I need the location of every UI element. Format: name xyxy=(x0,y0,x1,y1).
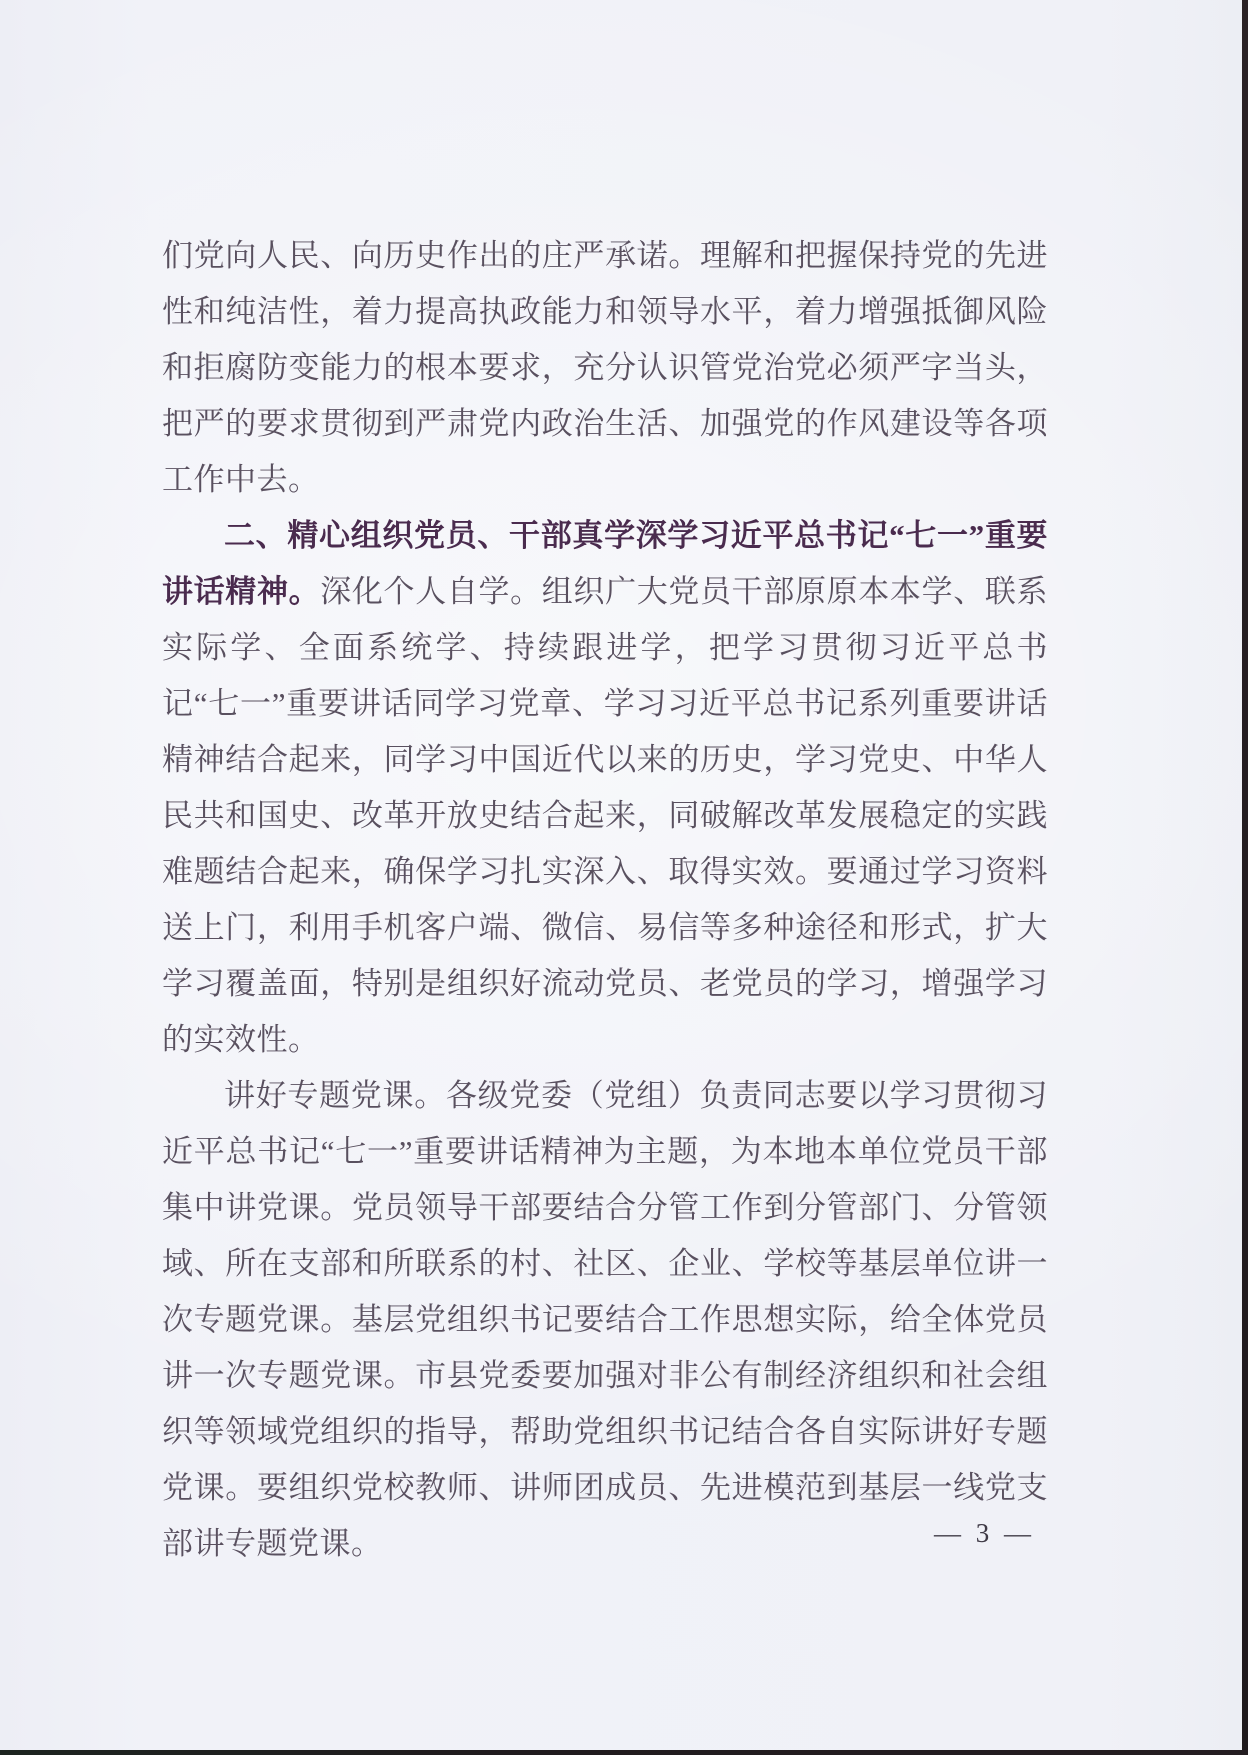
document-body xyxy=(162,228,1048,1572)
scan-edge-bottom-artifact xyxy=(0,1750,1248,1755)
section-heading: 二、精心组织党员、干部真学深学习近平总书记“七一”重要讲话精神。 xyxy=(162,518,1048,609)
scan-edge-right-artifact xyxy=(1242,0,1248,1755)
page-number: — 3 — xyxy=(934,1518,1035,1548)
paragraph-text: 深化个人自学。组织广大党员干部原原本本学、联系实际学、全面系统学、持续跟进学，把学习贯彻习近平总书记“七一”重要讲话同学习党章、学习习近平总书记系列重要讲话精神结合起来，同学习中国近代以来的历史，学习党史、中华人民共和国史、改革开放史结合起来，同破解改革发展稳定的实践难题结合起来，确保学习扎实深入、取得实效。要通过学习资料送上门，利用手机客户端、微信、易信等多种途径和形式，扩大学习覆盖面，特别是组织好流动党员、老党员的学习，增强学习的实效性。 xyxy=(162,574,1049,1057)
paragraph-section-two xyxy=(162,508,1048,1068)
paragraph-continuation xyxy=(162,228,1048,508)
paragraph-text: 们党向人民、向历史作出的庄严承诺。理解和把握保持党的先进性和纯洁性，着力提高执政能力和领导水平，着力增强抵御风险和拒腐防变能力的根本要求，充分认识管党治党必须严字当头，把严的要求贯彻到严肃党内政治生活、加强党的作风建设等各项工作中去。 xyxy=(162,238,1048,497)
paragraph-text: 讲好专题党课。各级党委（党组）负责同志要以学习贯彻习近平总书记“七一”重要讲话精神为主题，为本地本单位党员干部集中讲党课。党员领导干部要结合分管工作到分管部门、分管领域、所在支部和所联系的村、社区、企业、学校等基层单位讲一次专题党课。基层党组织书记要结合工作思想实际，给全体党员讲一次专题党课。市县党委要加强对非公有制经济组织和社会组织等领域党组织的指导，帮助党组织书记结合各自实际讲好专题党课。要组织党校教师、讲师团成员、先进模范到基层一线党支部讲专题党课。 xyxy=(162,1078,1048,1561)
paragraph-party-lecture xyxy=(162,1068,1048,1572)
